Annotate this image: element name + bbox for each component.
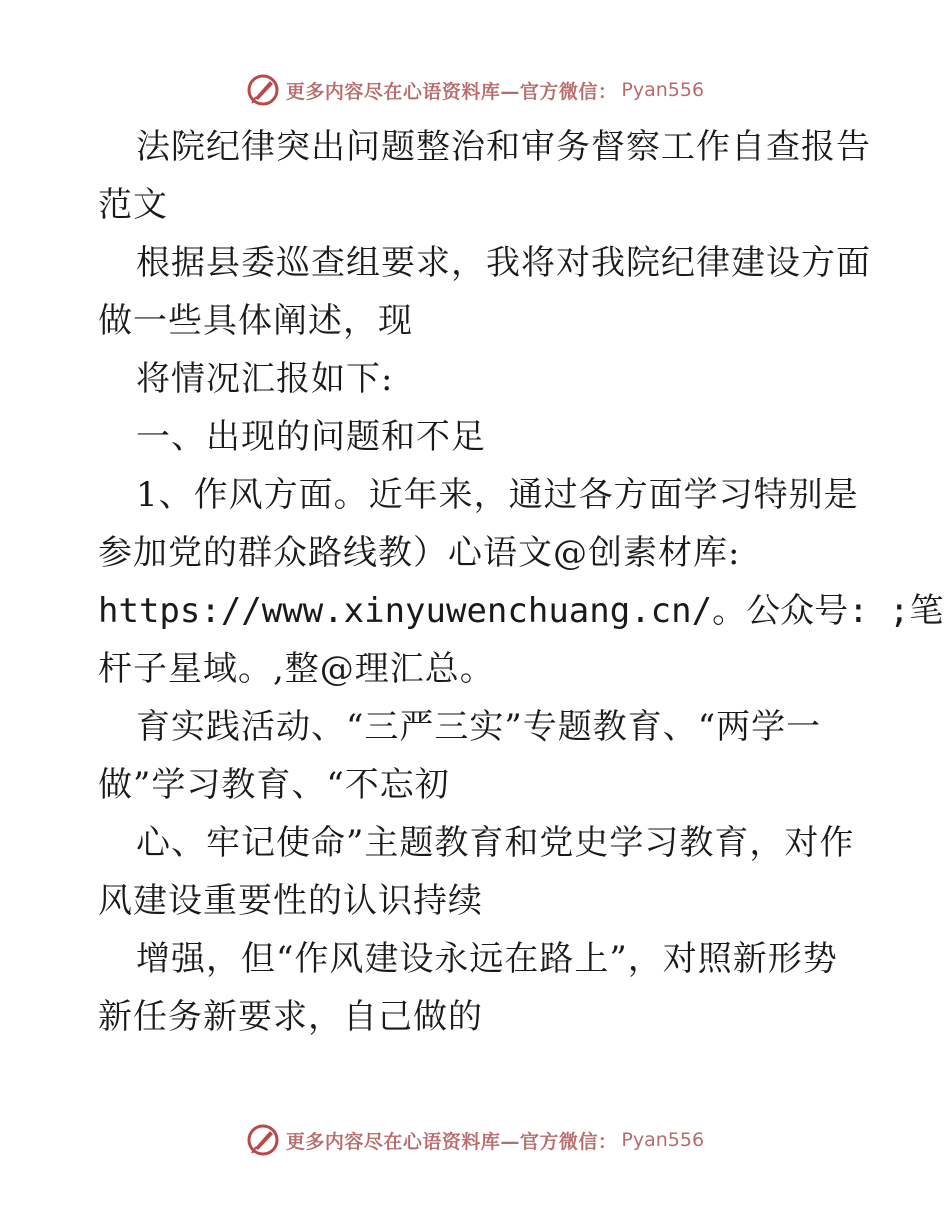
header-wechat-id: Pyan556 (621, 79, 705, 101)
paragraph-line: 做”学习教育、“不忘初 (98, 765, 450, 805)
document-body (98, 118, 944, 1046)
paragraph-line: 根据县委巡查组要求，我将对我院纪律建设方面 (136, 243, 871, 283)
paragraph-line: 心、牢记使命”主题教育和党史学习教育，对作 (136, 823, 855, 863)
document-title-line-1: 法院纪律突出问题整治和审务督察工作自查报告 (136, 127, 871, 167)
paragraph-line: 将情况汇报如下: (136, 359, 394, 399)
footer-watermark-banner (0, 1120, 950, 1160)
url-line (98, 582, 944, 640)
paragraph-line: 育实践活动、“三严三实”专题教育、“两学一 (136, 707, 822, 747)
footer-wechat-id: Pyan556 (621, 1129, 705, 1151)
paragraph-line: 1、作风方面。近年来，通过各方面学习特别是 (136, 475, 859, 515)
paragraph-line: 参加党的群众路线教）心语文@创素材库: (98, 533, 741, 573)
quill-pen-icon (246, 73, 280, 107)
paragraph-line: 新任务新要求，自己做的 (98, 997, 483, 1037)
document-title-line-2: 范文 (98, 185, 168, 225)
footer-watermark-text: 更多内容尽在心语资料库—官方微信： (285, 1130, 618, 1153)
paragraph-line: 增强，但“作风建设永远在路上”，对照新形势 (136, 939, 838, 979)
paragraph-line: 杆子星域。,整@理汇总。 (98, 649, 495, 689)
header-watermark-text: 更多内容尽在心语资料库—官方微信： (285, 80, 618, 103)
header-watermark-banner (0, 70, 950, 110)
quill-pen-icon (246, 1123, 280, 1157)
paragraph-line: 风建设重要性的认识持续 (98, 881, 483, 921)
url-text: https://www.xinyuwenchuang.cn/。公众号: ;笔 (98, 591, 944, 631)
paragraph-line: 做一些具体阐述，现 (98, 301, 413, 341)
section-heading: 一、出现的问题和不足 (136, 417, 486, 457)
